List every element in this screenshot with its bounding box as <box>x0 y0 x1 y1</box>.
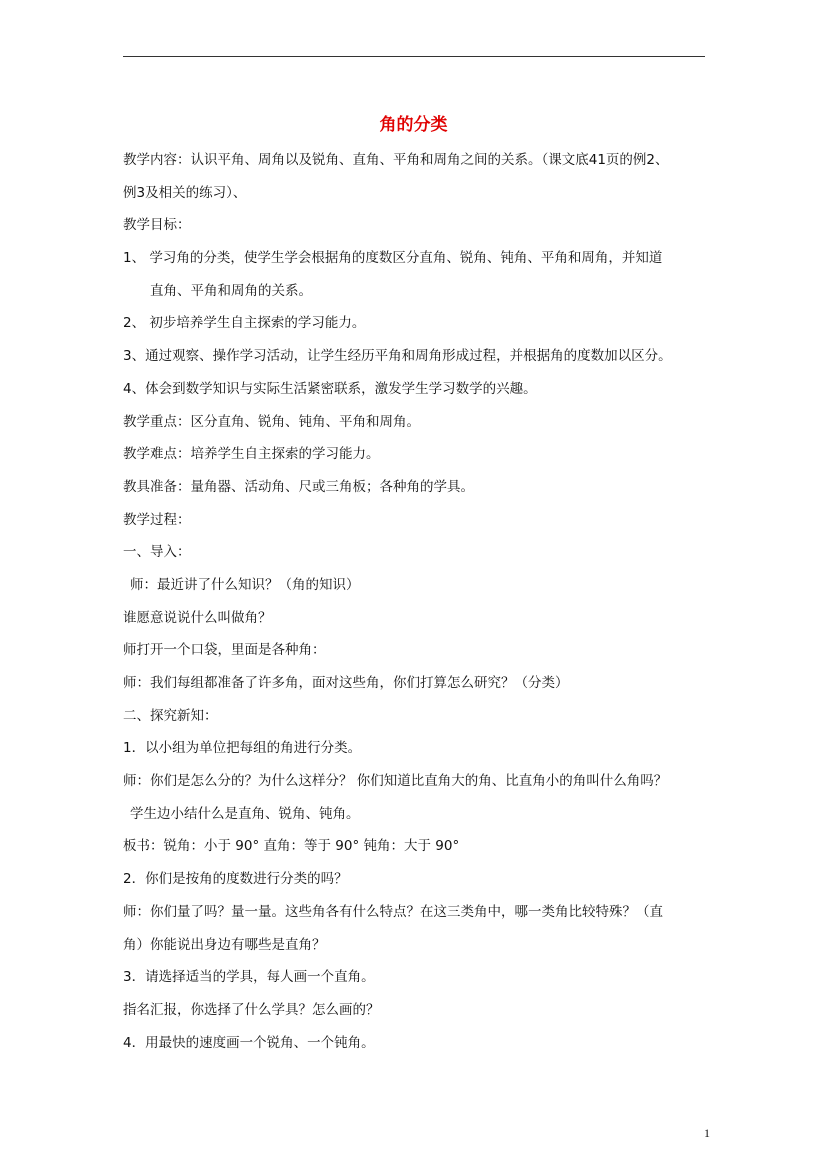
header-rule <box>123 56 705 57</box>
paragraph-line: 教学目标： <box>123 217 191 234</box>
paragraph-line: 师：你们量了吗？量一量。这些角各有什么特点？在这三类角中，哪一类角比较特殊？（直 <box>123 903 663 920</box>
paragraph-line: 学生边小结什么是直角、锐角、钝角。 <box>130 805 360 822</box>
paragraph-line: 教学过程： <box>123 511 191 528</box>
paragraph-line: 3、通过观察、操作学习活动，让学生经历平角和周角形成过程，并根据角的度数加以区分。 <box>123 348 672 365</box>
paragraph-line: 二、探究新知： <box>123 707 218 724</box>
paragraph-line: 2．你们是按角的度数进行分类的吗？ <box>123 871 348 888</box>
paragraph-line: 板书：锐角：小于 90° 直角：等于 90° 钝角：大于 90° <box>123 838 460 855</box>
paragraph-line: 2、 初步培养学生自主探索的学习能力。 <box>123 315 366 332</box>
document-title: 角的分类 <box>379 115 448 135</box>
paragraph-line: 师打开一个口袋，里面是各种角： <box>123 642 326 659</box>
paragraph-line: 1、 学习角的分类，使学生学会根据角的度数区分直角、锐角、钝角、平角和周角，并知道 <box>123 250 663 267</box>
paragraph-line: 教学重点：区分直角、锐角、钝角、平角和周角。 <box>123 413 420 430</box>
paragraph-line: 师：你们是怎么分的？为什么这样分？ 你们知道比直角大的角、比直角小的角叫什么角吗？ <box>123 773 668 790</box>
paragraph-line: 谁愿意说说什么叫做角？ <box>123 609 272 626</box>
paragraph-line: 4、体会到数学知识与实际生活紧密联系，激发学生学习数学的兴趣。 <box>123 380 537 397</box>
paragraph-line: 指名汇报，你选择了什么学具？怎么画的？ <box>123 1001 380 1018</box>
paragraph-line: 直角、平角和周角的关系。 <box>150 282 312 299</box>
paragraph-line: 1．以小组为单位把每组的角进行分类。 <box>123 740 362 757</box>
page-number: 1 <box>704 1126 710 1140</box>
document-body <box>123 148 713 1063</box>
paragraph-line: 一、导入： <box>123 544 191 561</box>
paragraph-line: 师：最近讲了什么知识？（角的知识） <box>130 576 360 593</box>
paragraph-line: 教学内容：认识平角、周角以及锐角、直角、平角和周角之间的关系。（课文底41页的例2、 <box>123 152 669 168</box>
paragraph-line: 师：我们每组都准备了许多角，面对这些角，你们打算怎么研究？（分类） <box>123 675 569 691</box>
paragraph-line: 教具准备：量角器、活动角、尺或三角板；各种角的学具。 <box>123 478 474 495</box>
paragraph-line: 4．用最快的速度画一个锐角、一个钝角。 <box>123 1034 375 1051</box>
paragraph-line: 角）你能说出身边有哪些是直角？ <box>123 936 326 953</box>
paragraph-line: 教学难点：培养学生自主探索的学习能力。 <box>123 446 380 463</box>
paragraph-line: 3．请选择适当的学具，每人画一个直角。 <box>123 969 375 986</box>
paragraph-line: 例3及相关的练习）、 <box>123 184 247 201</box>
